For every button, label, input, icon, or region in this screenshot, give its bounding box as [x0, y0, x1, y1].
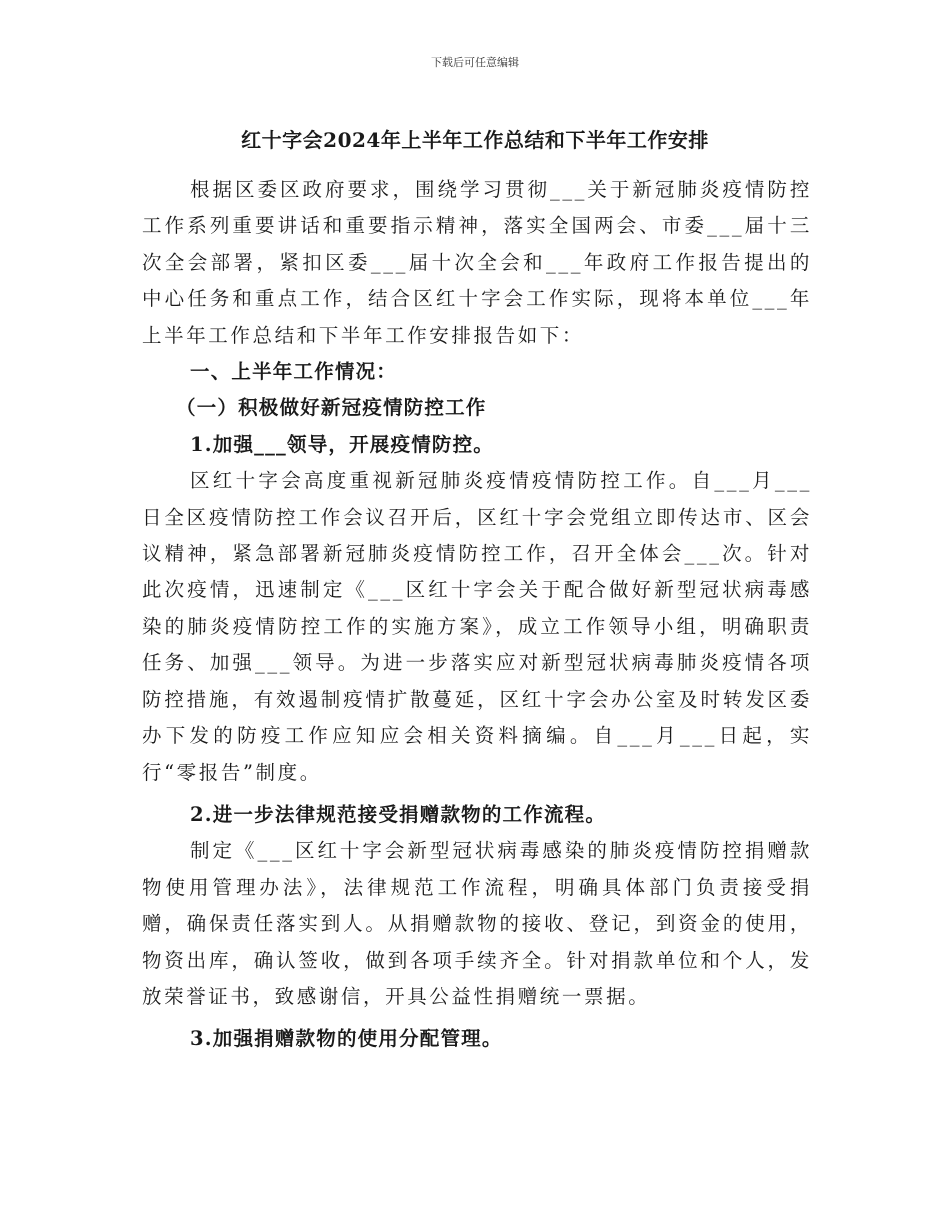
item-heading-3: 3.加强捐赠款物的使用分配管理。 — [190, 1027, 503, 1051]
item-heading-1: 1.加强___领导，开展疫情防控。 — [190, 432, 495, 456]
subsection-heading-1: （一）积极做好新冠疫情防控工作 — [176, 396, 487, 420]
intro-paragraph: 根据区委区政府要求，围绕学习贯彻___关于新冠肺炎疫情防控工作系列重要讲话和重要指示精神，落实全国两会、市委___届十三次全会部署，紧扣区委___届十次全会和___年政府工作报告提出的中心任务和重点工作，结合区红十字会工作实际，现将本单位___年上半年工作总结和下半年工作安排报告如下： — [142, 178, 812, 347]
section-heading-1: 一、上半年工作情况： — [190, 360, 398, 384]
item-body-2: 制定《___区红十字会新型冠状病毒感染的肺炎疫情防控捐赠款物使用管理办法》，法律规范工作流程，明确具体部门负责接受捐赠，确保责任落实到人。从捐赠款物的接收、登记，到资金的使用，物资出库，确认签收，做到各项手续齐全。针对捐款单位和个人，发放荣誉证书，致感谢信，开具公益性捐赠统一票据。 — [142, 839, 812, 1008]
header-note: 下载后可任意编辑 — [431, 56, 519, 69]
item-heading-2: 2.进一步法律规范接受捐赠款物的工作流程。 — [190, 802, 607, 826]
document-body — [142, 172, 812, 1058]
document-title: 红十字会2024年上半年工作总结和下半年工作安排 — [241, 128, 709, 152]
item-body-1: 区红十字会高度重视新冠肺炎疫情疫情防控工作。自___月___日全区疫情防控工作会议召开后，区红十字会党组立即传达市、区会议精神，紧急部署新冠肺炎疫情防控工作，召开全体会___次。针对此次疫情，迅速制定《___区红十字会关于配合做好新型冠状病毒感染的肺炎疫情防控工作的实施方案》，成立工作领导小组，明确职责任务、加强___领导。为进一步落实应对新型冠状病毒肺炎疫情各项防控措施，有效遏制疫情扩散蔓延，区红十字会办公室及时转发区委办下发的防疫工作应知应会相关资料摘编。自___月___日起，实行“零报告”制度。 — [142, 469, 812, 784]
